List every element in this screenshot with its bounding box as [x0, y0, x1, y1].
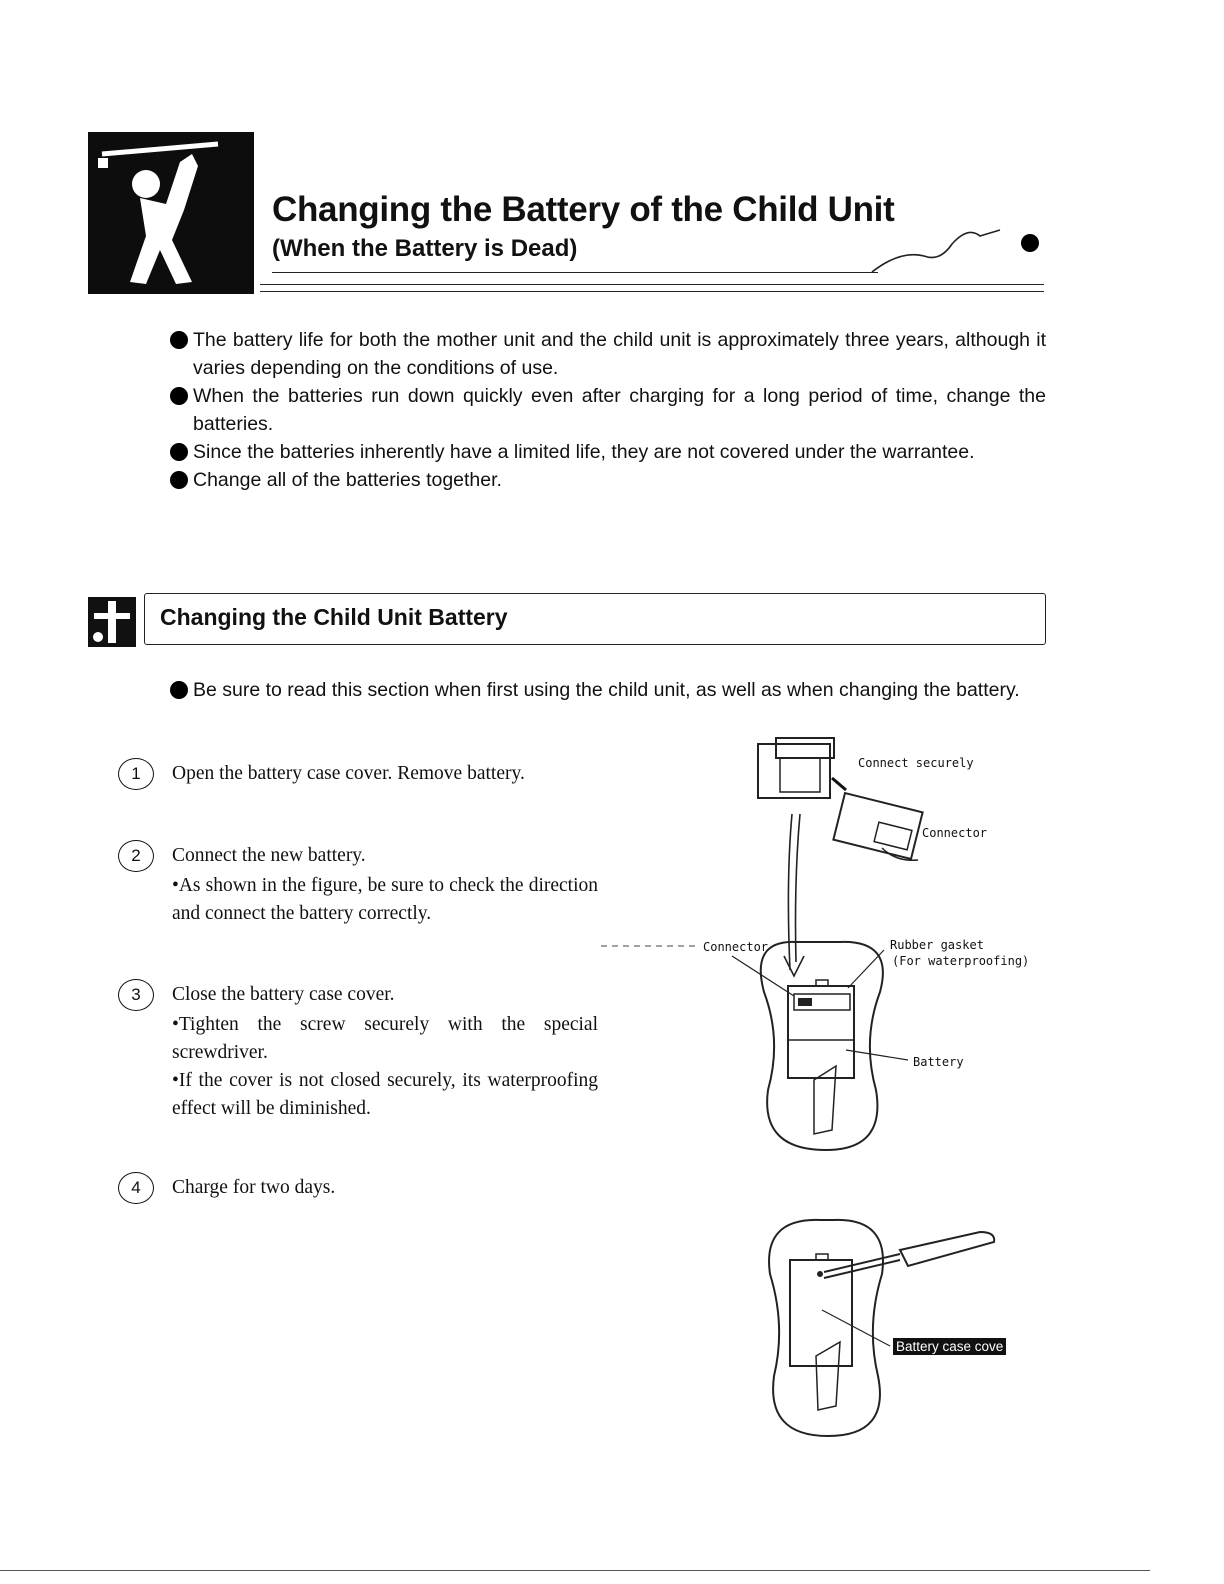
section-note: Be sure to read this section when first using the child unit, as well as when changing the battery.: [170, 676, 1046, 704]
label-battery: Battery: [913, 1055, 964, 1069]
step-text: Connect the new battery.: [172, 845, 366, 866]
bullet-dot: [170, 681, 188, 699]
bullet-dot: [170, 471, 188, 489]
header-rule-2: [260, 291, 1044, 292]
step-text: Charge for two days.: [172, 1177, 336, 1198]
golf-logo: [88, 132, 254, 294]
step-number: 3: [118, 979, 154, 1011]
bullet-dot: [170, 387, 188, 405]
bullet-dot: [170, 331, 188, 349]
title-bullet-dot: [1021, 234, 1039, 252]
step-number: 4: [118, 1172, 154, 1204]
intro-list: [170, 326, 1046, 494]
intro-bullet: When the batteries run down quickly even after charging for a long period of time, change the batteries.: [170, 382, 1046, 438]
label-battery-case-cover: Battery case cove: [893, 1338, 1006, 1355]
title-swoosh: [860, 210, 1020, 280]
step-number: 1: [118, 758, 154, 790]
step-1: [118, 760, 598, 790]
intro-bullet: Since the batteries inherently have a limited life, they are not covered under the warrantee.: [170, 438, 1046, 466]
step-sub: •Tighten the screw securely with the special screwdriver.: [172, 1014, 598, 1063]
golfer-icon: [88, 132, 254, 294]
section-icon: [88, 597, 136, 647]
step-number: 2: [118, 840, 154, 872]
section-title: Changing the Child Unit Battery: [160, 604, 508, 630]
step-4: [118, 1174, 598, 1204]
step-sub: •As shown in the figure, be sure to check the direction and connect the battery correctly.: [172, 875, 598, 924]
step-text: Open the battery case cover. Remove battery.: [172, 763, 525, 784]
label-connect-securely: Connect securely: [858, 756, 974, 770]
footer-rule: [0, 1570, 1150, 1571]
step-2: [118, 842, 598, 928]
step-3: [118, 981, 598, 1123]
step-sub: •If the cover is not closed securely, its waterproofing effect will be diminished.: [172, 1070, 598, 1119]
tools-icon: [88, 597, 136, 647]
header-rule-1: [260, 284, 1044, 285]
battery-cover-figure: [740, 1210, 1020, 1450]
label-connector-left: Connector: [703, 940, 769, 954]
label-connector-top: Connector: [922, 826, 988, 840]
step-text: Close the battery case cover.: [172, 984, 395, 1005]
label-waterproofing: (For waterproofing): [892, 954, 1030, 968]
intro-bullet: Change all of the batteries together.: [170, 466, 1046, 494]
label-rubber-gasket: Rubber gasket: [890, 938, 984, 952]
page-subtitle: (When the Battery is Dead): [272, 235, 578, 262]
title-underline: [272, 272, 878, 273]
intro-bullet: The battery life for both the mother unit and the child unit is approximately three years, although it varies depending on the conditions of use.: [170, 326, 1046, 382]
bullet-dot: [170, 443, 188, 461]
page-title: Changing the Battery of the Child Unit: [272, 190, 895, 229]
